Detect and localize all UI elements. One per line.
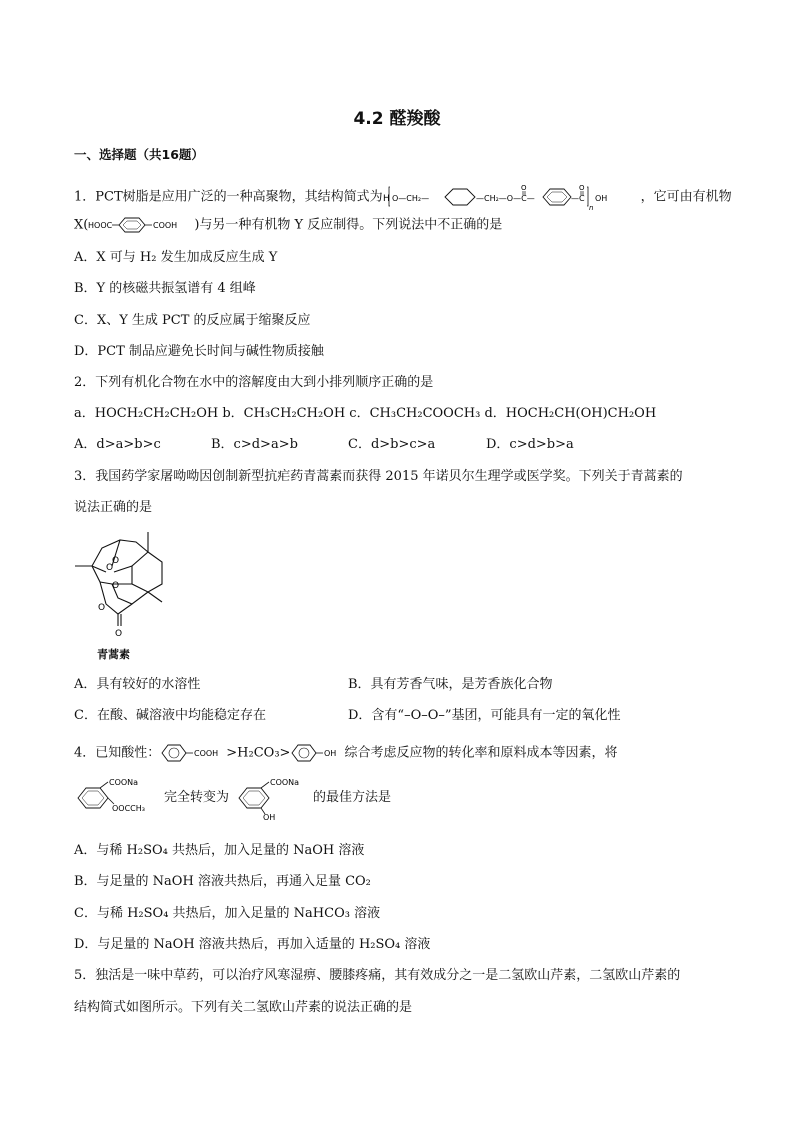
q3-option-b: B．具有芳香气味，是芳香族化合物 xyxy=(348,677,553,692)
pct-carbonyl-o-1: O xyxy=(520,184,527,192)
pct-carbonyl-o-2: O xyxy=(578,184,585,192)
q2-option-b: B．c>d>a>b xyxy=(211,437,298,452)
q2-items: a．HOCH₂CH₂CH₂OH b．CH₃CH₂CH₂OH c．CH₃CH₂COOCH₃ d．HOCH₂CH(OH)CH₂OH xyxy=(74,406,657,421)
q5-stem-line2: 结构简式如图所示。下列有关二氢欧山芹素的说法正确的是 xyxy=(74,1000,413,1015)
benzene-ring-icon xyxy=(292,745,316,761)
q4-stem-line2 xyxy=(74,776,391,820)
sodium-salicylate-figure xyxy=(235,776,307,820)
peroxide-o-1: O xyxy=(106,563,114,573)
q1-option-b: B．Y 的核磁共振氢谱有 4 组峰 xyxy=(74,281,256,296)
pct-c-label: —C xyxy=(570,194,585,203)
q3-option-a: A．具有较好的水溶性 xyxy=(74,677,201,692)
q1-option-a: A．X 可与 H₂ 发生加成反应生成 Y xyxy=(74,250,278,265)
salicylate-coona-label: COONa xyxy=(270,778,300,787)
q4-stem-suffix: 综合考虑反应物的转化率和原料成本等因素，将 xyxy=(344,745,618,761)
q4-stem-tail: 的最佳方法是 xyxy=(313,790,392,805)
q1-intro: 1．PCT树脂是应用广泛的一种高聚物，其结构简式为 xyxy=(74,189,383,205)
aspirin-occh3-label: OOCCH₃ xyxy=(112,804,145,813)
lactone-o: O xyxy=(98,603,106,613)
carbonyl-o: O xyxy=(115,629,123,639)
artemisinin-structure-figure xyxy=(70,528,180,644)
q4-acidity-order: >H₂CO₃> xyxy=(226,745,291,761)
section-heading: 一、选择题（共16题） xyxy=(74,147,204,162)
q3-option-d: D．含有“–O–O–”基团，可能具有一定的氧化性 xyxy=(348,708,621,723)
ether-o: O xyxy=(112,581,120,591)
benzene-ring-icon xyxy=(162,745,186,761)
q1-x-prefix: X( xyxy=(74,217,89,233)
q3-stem-line1: 3．我国药学家屠呦呦因创制新型抗疟药青蒿素而获得 2015 年诺贝尔生理学或医学奖。下列关于青蒿素的 xyxy=(74,469,683,484)
q3-stem-line2: 说法正确的是 xyxy=(74,500,153,515)
peroxide-o-2: O xyxy=(112,556,120,566)
q2-stem: 2．下列有机化合物在水中的溶解度由大到小排列顺序正确的是 xyxy=(74,375,434,390)
q3-option-c: C．在酸、碱溶液中均能稳定存在 xyxy=(74,708,266,723)
x-cooh-label: COOH xyxy=(153,221,178,230)
pct-structure-figure xyxy=(383,182,641,212)
q5-stem-line1: 5．独活是一味中草药，可以治疗风寒湿痹、腰膝疼痛，其有效成分之一是二氢欧山芹素，二氢欧山芹素的 xyxy=(74,968,681,983)
salicylate-oh-label: OH xyxy=(263,813,276,820)
q4-stem-line1 xyxy=(74,742,617,764)
aspirin-coona-label: COONa xyxy=(109,778,139,787)
q4-stem-prefix: 4．已知酸性： xyxy=(74,745,161,761)
q1-x-suffix: )与另一种有机物 Y 反应制得。下列说法中不正确的是 xyxy=(194,217,503,233)
q4-option-a: A．与稀 H₂SO₄ 共热后，加入足量的 NaOH 溶液 xyxy=(74,843,365,858)
q2-option-c: C．d>b>c>a xyxy=(348,437,436,452)
pct-h-label: H xyxy=(382,194,390,204)
pct-oh-label: OH xyxy=(594,194,607,203)
q1-intro-tail: ，它可由有机物 xyxy=(640,189,732,205)
q4-option-d: D．与足量的 NaOH 溶液共热后，再加入适量的 H₂SO₄ 溶液 xyxy=(74,937,431,952)
pct-n-label: n xyxy=(588,204,594,212)
q4-option-b: B．与足量的 NaOH 溶液共热后，再通入足量 CO₂ xyxy=(74,874,371,889)
pct-ch2-o-c-label: —CH₂—O—C— xyxy=(475,194,535,203)
page-title: 4.2 醛羧酸 xyxy=(353,109,441,129)
q1-stem-line2 xyxy=(74,216,502,235)
x-hooc-label: HOOC xyxy=(88,221,113,230)
q4-option-c: C．与稀 H₂SO₄ 共热后，加入足量的 NaHCO₃ 溶液 xyxy=(74,906,381,921)
q4-conversion-text: 完全转变为 xyxy=(164,790,230,805)
q1-option-c: C．X、Y 生成 PCT 的反应属于缩聚反应 xyxy=(74,313,311,328)
q1-stem-line1 xyxy=(74,182,732,212)
q2-option-d: D．c>d>b>a xyxy=(486,437,574,452)
phenol-figure xyxy=(290,742,344,764)
pct-o-ch2-label: O—CH₂— xyxy=(391,194,429,203)
cyclohexane-ring-icon xyxy=(445,189,475,205)
aspirin-sodium-figure xyxy=(74,776,158,820)
q1-option-d: D．PCT 制品应避免长时间与碱性物质接触 xyxy=(74,344,324,359)
benzoic-cooh-label: COOH xyxy=(194,749,219,758)
q2-option-a: A．d>a>b>c xyxy=(74,437,161,452)
phenol-oh-label: OH xyxy=(324,749,337,758)
terephthalic-acid-figure xyxy=(88,216,194,234)
benzoic-acid-figure xyxy=(160,742,226,764)
artemisinin-caption: 青蒿素 xyxy=(97,648,130,661)
